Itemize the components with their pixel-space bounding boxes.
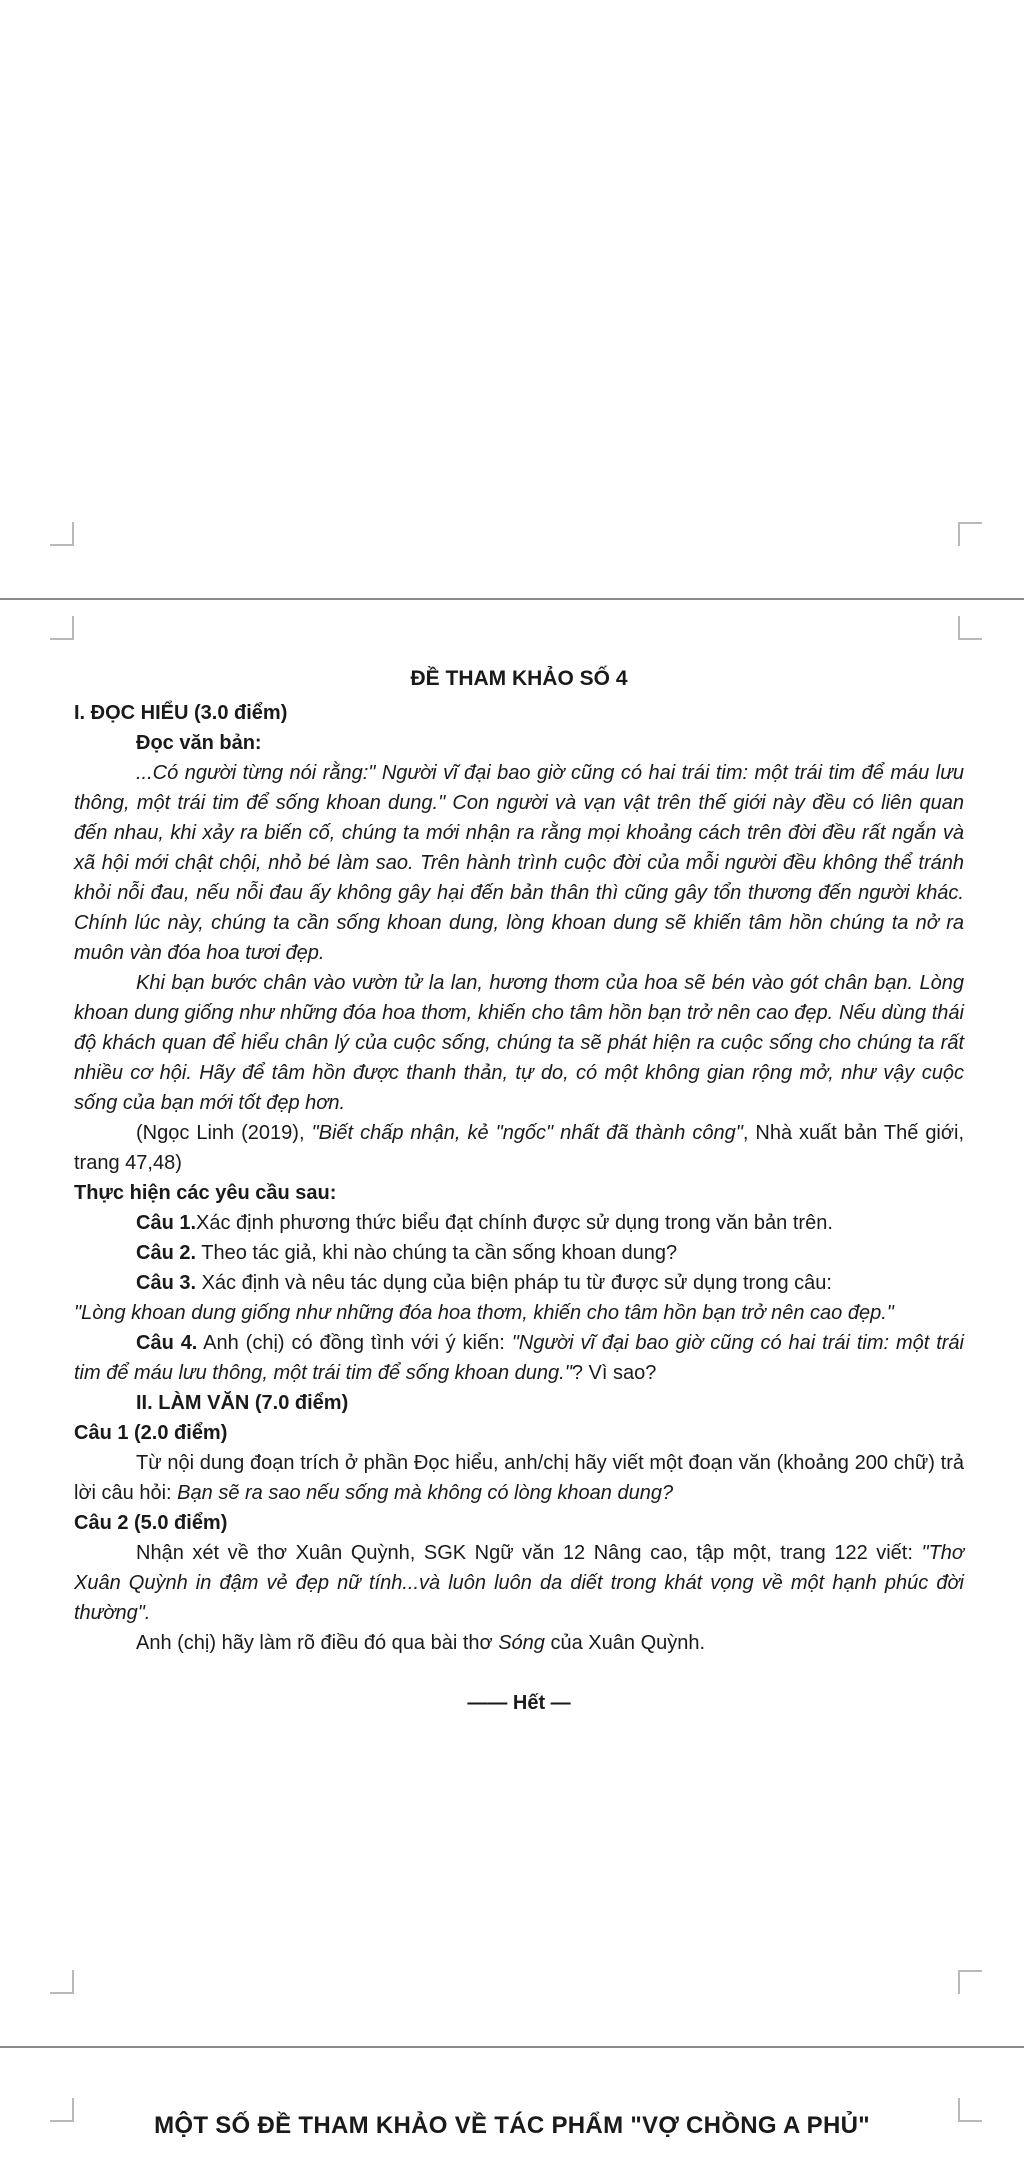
question-4-quote: "Người vĩ đại bao giờ cũng có hai trái tim: một trái tim để máu lưu thông, một trái tim để sống khoan dung."	[74, 1332, 964, 1384]
page-separator-bottom	[0, 2046, 1024, 2048]
passage-paragraph-1: ...Có người từng nói rằng:" Người vĩ đại bao giờ cũng có hai trái tim: một trái tim để máu lưu thông, một trái tim để sống khoan dung." Con người và vạn vật trên thế giới này đều có liên quan đến nhau, khi xảy ra biến cố, chúng ta mới nhận ra rằng mọi khoảng cách trên đời đều rất ngắn và xã hội mới chật chội, nhỏ bé làm sao. Trên hành trình cuộc đời của mỗi người đều không thể tránh khỏi nỗi đau, nếu nỗi đau ấy không gây hại đến bản thân thì cũng gây tổn thương đến người khác. Chính lúc này, chúng ta cần sống khoan dung, lòng khoan dung sẽ khiến tâm hồn chúng ta nở ra muôn vàn đóa hoa tươi đẹp.	[74, 762, 964, 964]
question-4	[74, 1328, 964, 1388]
writing-2-quote: "Thơ Xuân Quỳnh in đậm vẻ đẹp nữ tính...và luôn luôn da diết trong khát vọng về một hạnh phúc đời thường".	[74, 1542, 964, 1624]
question-2	[74, 1238, 964, 1268]
writing-2-task-poem: Sóng	[498, 1632, 545, 1654]
crop-mark-top-right	[958, 522, 982, 546]
writing-2	[74, 1538, 964, 1628]
writing-2-heading: Câu 2 (5.0 điểm)	[74, 1512, 228, 1534]
writing-1-text: Từ nội dung đoạn trích ở phần Đọc hiểu, anh/chị hãy viết một đoạn văn (khoảng 200 chữ) trả lời câu hỏi:	[74, 1452, 964, 1504]
question-4-tail: ? Vì sao?	[571, 1362, 657, 1384]
passage-paragraph-2: Khi bạn bước chân vào vườn tử la lan, hương thơm của hoa sẽ bén vào gót chân bạn. Lòng khoan dung giống như những đóa hoa thơm, khiến cho tâm hồn bạn trở nên cao đẹp. Nếu dùng thái độ khách quan để hiểu chân lý của cuộc sống, chúng ta sẽ phát hiện ra cuộc sống cho chúng ta rất nhiều cơ hội. Hãy để tâm hồn được thanh thản, tự do, có một không gian rộng mở, như vậy cuộc sống của bạn mới tốt đẹp hơn.	[74, 972, 964, 1114]
question-3-label: Câu 3.	[136, 1272, 197, 1294]
question-3	[74, 1268, 964, 1298]
writing-2-task-suffix: của Xuân Quỳnh.	[544, 1632, 706, 1654]
source-suffix: , Nhà xuất bản Thế giới, trang 47,48)	[74, 1122, 964, 1174]
question-3-text: Xác định và nêu tác dụng của biện pháp tu từ được sử dụng trong câu:	[196, 1272, 832, 1294]
writing-1	[74, 1448, 964, 1508]
section1-heading: I. ĐỌC HIỂU (3.0 điểm)	[74, 702, 288, 724]
crop-mark-page-top-right	[958, 616, 982, 640]
crop-mark-page-top-left	[50, 616, 74, 640]
source-title: "Biết chấp nhận, kẻ "ngốc" nhất đã thành công"	[311, 1122, 743, 1144]
section2-heading: II. LÀM VĂN (7.0 điểm)	[136, 1392, 349, 1414]
source-prefix: (Ngọc Linh (2019),	[136, 1122, 312, 1144]
tasks-heading: Thực hiện các yêu cầu sau:	[74, 1182, 337, 1204]
document-page	[74, 664, 964, 1718]
question-1-label: Câu 1.	[136, 1212, 197, 1234]
question-2-text: Theo tác giả, khi nào chúng ta cần sống khoan dung?	[196, 1242, 678, 1264]
question-2-label: Câu 2.	[136, 1242, 197, 1264]
crop-mark-top-left	[50, 522, 74, 546]
writing-2-text: Nhận xét về thơ Xuân Quỳnh, SGK Ngữ văn 12 Nâng cao, tập một, trang 122 viết:	[136, 1542, 922, 1564]
question-4-label: Câu 4.	[136, 1332, 198, 1354]
page-separator-top	[0, 598, 1024, 600]
passage-source	[74, 1118, 964, 1178]
writing-2-task	[74, 1628, 964, 1658]
next-page-title: MỘT SỐ ĐỀ THAM KHẢO VỀ TÁC PHẨM "VỢ CHỒNG A PHỦ"	[154, 2112, 870, 2139]
end-mark: —— Hết —	[467, 1692, 571, 1714]
crop-mark-page-bottom-right	[958, 1970, 982, 1994]
question-1-text: Xác định phương thức biểu đạt chính được sử dụng trong văn bản trên.	[196, 1212, 833, 1234]
document-title: ĐỀ THAM KHẢO SỐ 4	[410, 667, 628, 690]
crop-mark-page-bottom-left	[50, 1970, 74, 1994]
writing-1-question: Bạn sẽ ra sao nếu sống mà không có lòng khoan dung?	[177, 1482, 674, 1504]
read-label: Đọc văn bản:	[136, 732, 262, 754]
question-3-quote: "Lòng khoan dung giống như những đóa hoa thơm, khiến cho tâm hồn bạn trở nên cao đẹp."	[74, 1302, 894, 1324]
writing-2-task-prefix: Anh (chị) hãy làm rõ điều đó qua bài thơ	[136, 1632, 499, 1654]
writing-1-heading: Câu 1 (2.0 điểm)	[74, 1422, 228, 1444]
question-1	[74, 1208, 964, 1238]
question-4-text: Anh (chị) có đồng tình với ý kiến:	[197, 1332, 512, 1354]
